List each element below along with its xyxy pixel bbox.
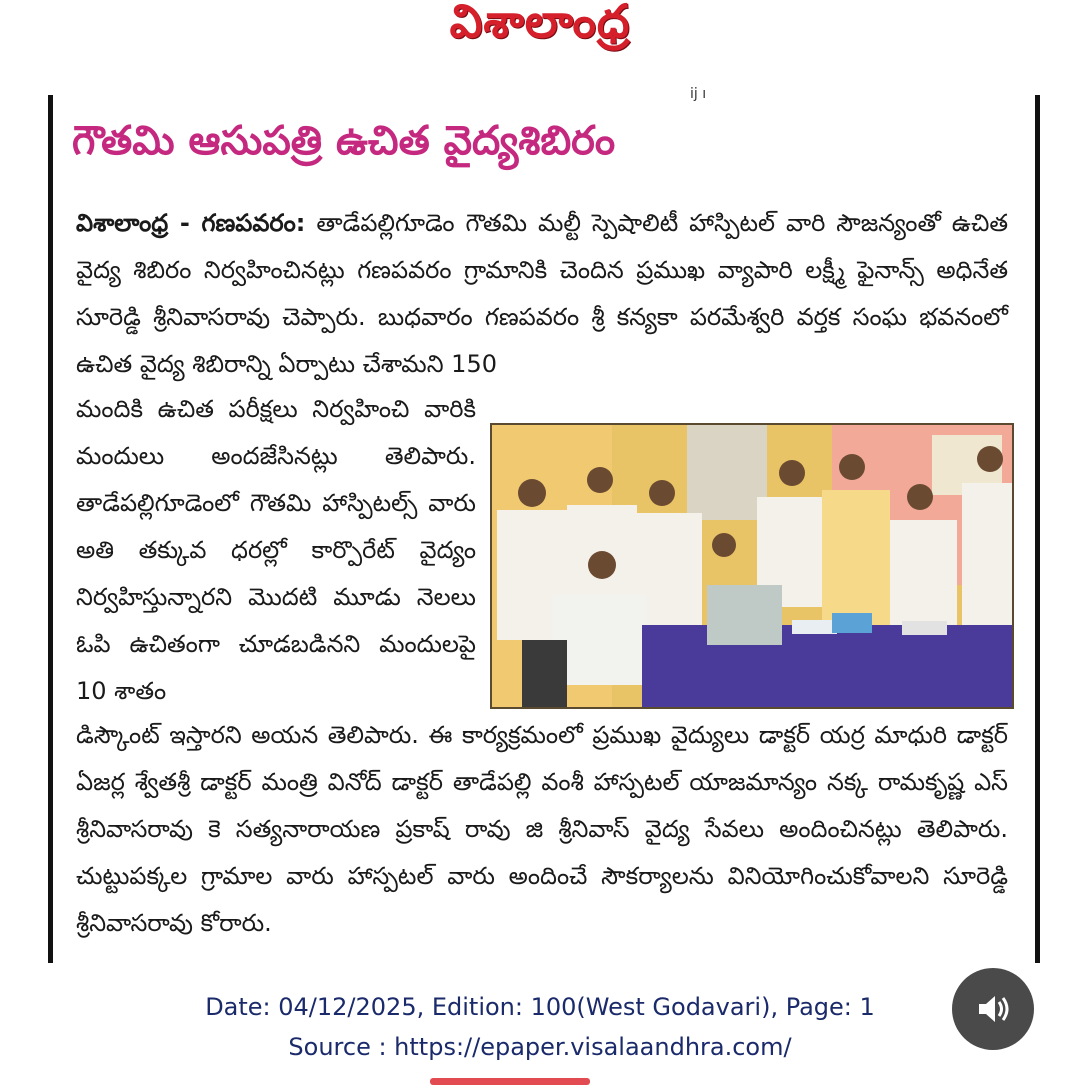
masthead-logo: విశాలాంధ్ర (449, 0, 631, 48)
clipping-left-border (48, 95, 53, 963)
edition-info: Date: 04/12/2025, Edition: 100(West Godavari), Page: 1 (205, 993, 875, 1021)
next-clipping-fragment (430, 1078, 590, 1085)
article-paragraph-3: డిస్కౌంట్ ఇస్తారని అయన తెలిపారు. ఈ కార్యక్రమంలో ప్రముఖ వైద్యులు డాక్టర్ యర్ర మాధురి డాక్టర్ ఏజర్ల శ్వేతశ్రీ డాక్టర్ మంత్రి వినోద్ డాక్టర్ తాడేపల్లి వంశీ హాస్పటల్ యాజమాన్యం నక్క రామకృష్ణ ఎస్ శ్రీనివాసరావు కె సత్యనారాయణ ప్రకాష్ రావు జి శ్రీనివాస్ వైద్య సేవలు అందించినట్లు తెలిపారు. చుట్టుపక్కల గ్రామాల వారు హాస్పటల్ వారు అందించే సౌకర్యాలను వినియోగించుకోవాలని సూరెడ్డి శ్రీనివాసరావు కోరారు. (76, 721, 1008, 937)
clipping-top-fragment: ij ı (690, 86, 707, 102)
article-body-1: తాడేపల్లిగూడెం గౌతమి మల్టీ స్పెషాలిటీ హాస్పిటల్ వారి సౌజన్యంతో ఉచిత వైద్య శిబిరం నిర్వహించినట్లు గణపవరం గ్రామానికి చెందిన ప్రముఖ వ్యాపారి లక్ష్మీ ఫైనాన్స్ అధినేత సూరెడ్డి శ్రీనివాసరావు చెప్పారు. బుధవారం గణపవరం శ్రీ కన్యకా పరమేశ్వరి వర్తక సంఘ భవనంలో ఉచిత వైద్య శిబిరాన్ని ఏర్పాటు చేశామని 150 (76, 209, 1008, 378)
article-headline: గౌతమి ఆసుపత్రి ఉచిత వైద్యశిబిరం (72, 118, 616, 164)
audio-play-button[interactable] (952, 968, 1034, 1050)
source-link[interactable]: Source : https://epaper.visalaandhra.com/ (288, 1033, 792, 1061)
clipping-right-border (1035, 95, 1040, 963)
newspaper-masthead (0, 0, 1080, 62)
article-dateline: విశాలాంధ్ర - గణపవరం: (76, 209, 306, 237)
article-paragraph-1 (76, 200, 1008, 388)
article-photo (490, 423, 1014, 709)
article-paragraph-2: మందికి ఉచిత పరీక్షలు నిర్వహించి వారికి మందులు అందజేసినట్లు తెలిపారు. తాడేపల్లిగూడెంలో గౌతమి హాస్పిటల్స్ వారు అతి తక్కువ ధరల్లో కార్పొరేట్ వైద్యం నిర్వహిస్తున్నారని మొదటి మూడు నెలలు ఓపి ఉచితంగా చూడబడినని మందులపై 10 శాతం (76, 395, 476, 705)
speaker-icon (973, 989, 1013, 1029)
